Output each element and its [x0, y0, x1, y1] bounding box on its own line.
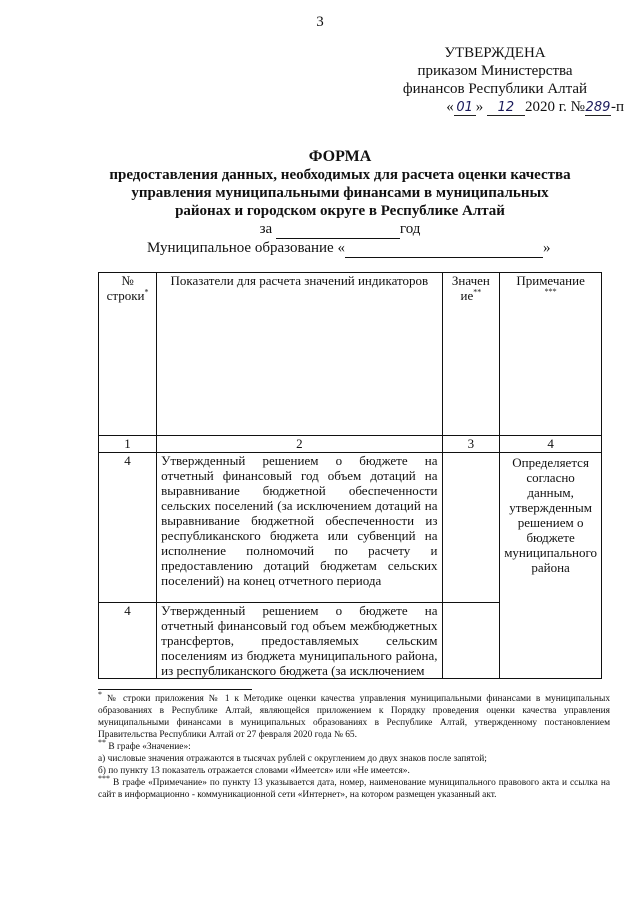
row-value-cell[interactable]: [442, 603, 500, 679]
footnote-1: * № строки приложения № 1 к Методике оценки качества управления муниципальными финансами в муниципальных образованиях в Республике Алтай, являющейся приложением к Порядку проведения оценки качества управления муниципальными финансами в муниципальных образованиях в Республике Алтай, утвержденному постановлением Правительства Республики Алтай от 27 февраля 2020 года № 65.: [98, 689, 611, 740]
period-line: [60, 221, 620, 239]
period-suffix: год: [399, 221, 421, 237]
form-title-line-4: районах и городском округе в Республике Алтай: [175, 203, 505, 219]
approval-line-1: приказом Министерства: [417, 63, 573, 79]
column-number: 4: [500, 436, 602, 453]
number-sign: №: [570, 99, 585, 115]
municipality-line: [147, 240, 550, 258]
footnote-2b: б) по пункту 13 показатель отражается словами «Имеется» или «Не имеется».: [98, 766, 410, 776]
approval-stamp: [360, 44, 630, 116]
form-title-line-3: управления муниципальными финансами в муниципальных: [131, 185, 549, 201]
footnote-divider: [98, 689, 252, 690]
handwritten-day: 01: [454, 101, 476, 116]
column-number: 3: [442, 436, 500, 453]
column-number-row: [99, 436, 602, 453]
form-title-line-1: ФОРМА: [308, 148, 372, 165]
row-number: 4: [99, 453, 157, 603]
column-number: 2: [157, 436, 442, 453]
number-suffix: -п: [610, 99, 624, 115]
date-quote-close: »: [475, 99, 484, 115]
footnote-2a: а) числовые значения отражаются в тысячах рублей с округлением до двух знаков после запятой;: [98, 754, 487, 764]
period-year-blank[interactable]: [276, 221, 400, 239]
column-number: 1: [99, 436, 157, 453]
approval-date-line: [360, 98, 630, 116]
row-value-cell[interactable]: [442, 453, 500, 603]
handwritten-month: 12: [487, 101, 525, 116]
row-indicator-text: Утвержденный решением о бюджете на отчетный финансовый год объем дотаций на выравнивание бюджетной обеспеченности сельских поселений (за исключением дотаций на выравнивание бюджетной обеспеченности из республиканского бюджета или субвенций на исполнение полномочий по расчету и предоставлению дотаций бюджетам сельских поселений) на конец отчетного периода: [157, 453, 442, 603]
page-number: 3: [316, 14, 324, 30]
form-title-line-2: предоставления данных, необходимых для расчета оценки качества: [109, 167, 571, 183]
form-title: [60, 148, 620, 220]
table-header-row: [99, 273, 602, 436]
header-indicators: Показатели для расчета значений индикаторов: [157, 273, 442, 436]
row-note: Определяется согласно данным, утвержденным решением о бюджете муниципального района: [500, 453, 602, 679]
indicator-table: [98, 272, 602, 679]
footnotes: [98, 689, 611, 801]
header-row-number: № строки*: [99, 273, 157, 436]
handwritten-number: 289: [585, 100, 611, 115]
footnote-2-title: ** В графе «Значение»:: [98, 737, 191, 752]
footnote-3: *** В графе «Примечание» по пункту 13 указывается дата, номер, наименование муниципального правового акта и ссылка на сайт в информационно - коммуникационной сети «Интернет», на котором размещен указанный акт.: [98, 773, 611, 800]
period-prefix: за: [259, 221, 273, 237]
approval-line-2: финансов Республики Алтай: [402, 81, 588, 97]
municipality-label: Муниципальное образование «: [147, 240, 345, 256]
header-value: Значен ие**: [442, 273, 500, 436]
approval-title: УТВЕРЖДЕНА: [444, 45, 546, 61]
municipality-close: »: [542, 240, 551, 256]
date-year: 2020 г.: [524, 99, 567, 115]
table-row: [99, 453, 602, 603]
header-note: Примечание ***: [500, 273, 602, 436]
row-number: 4: [99, 603, 157, 679]
municipality-name-blank[interactable]: [345, 240, 543, 258]
row-indicator-text: Утвержденный решением о бюджете на отчетный финансовый год объем межбюджетных трансфертов, предоставляемых сельским поселениям из бюджета муниципального района, из республиканского бюджета (за исключением: [157, 603, 442, 679]
date-quote-open: «: [446, 99, 454, 115]
